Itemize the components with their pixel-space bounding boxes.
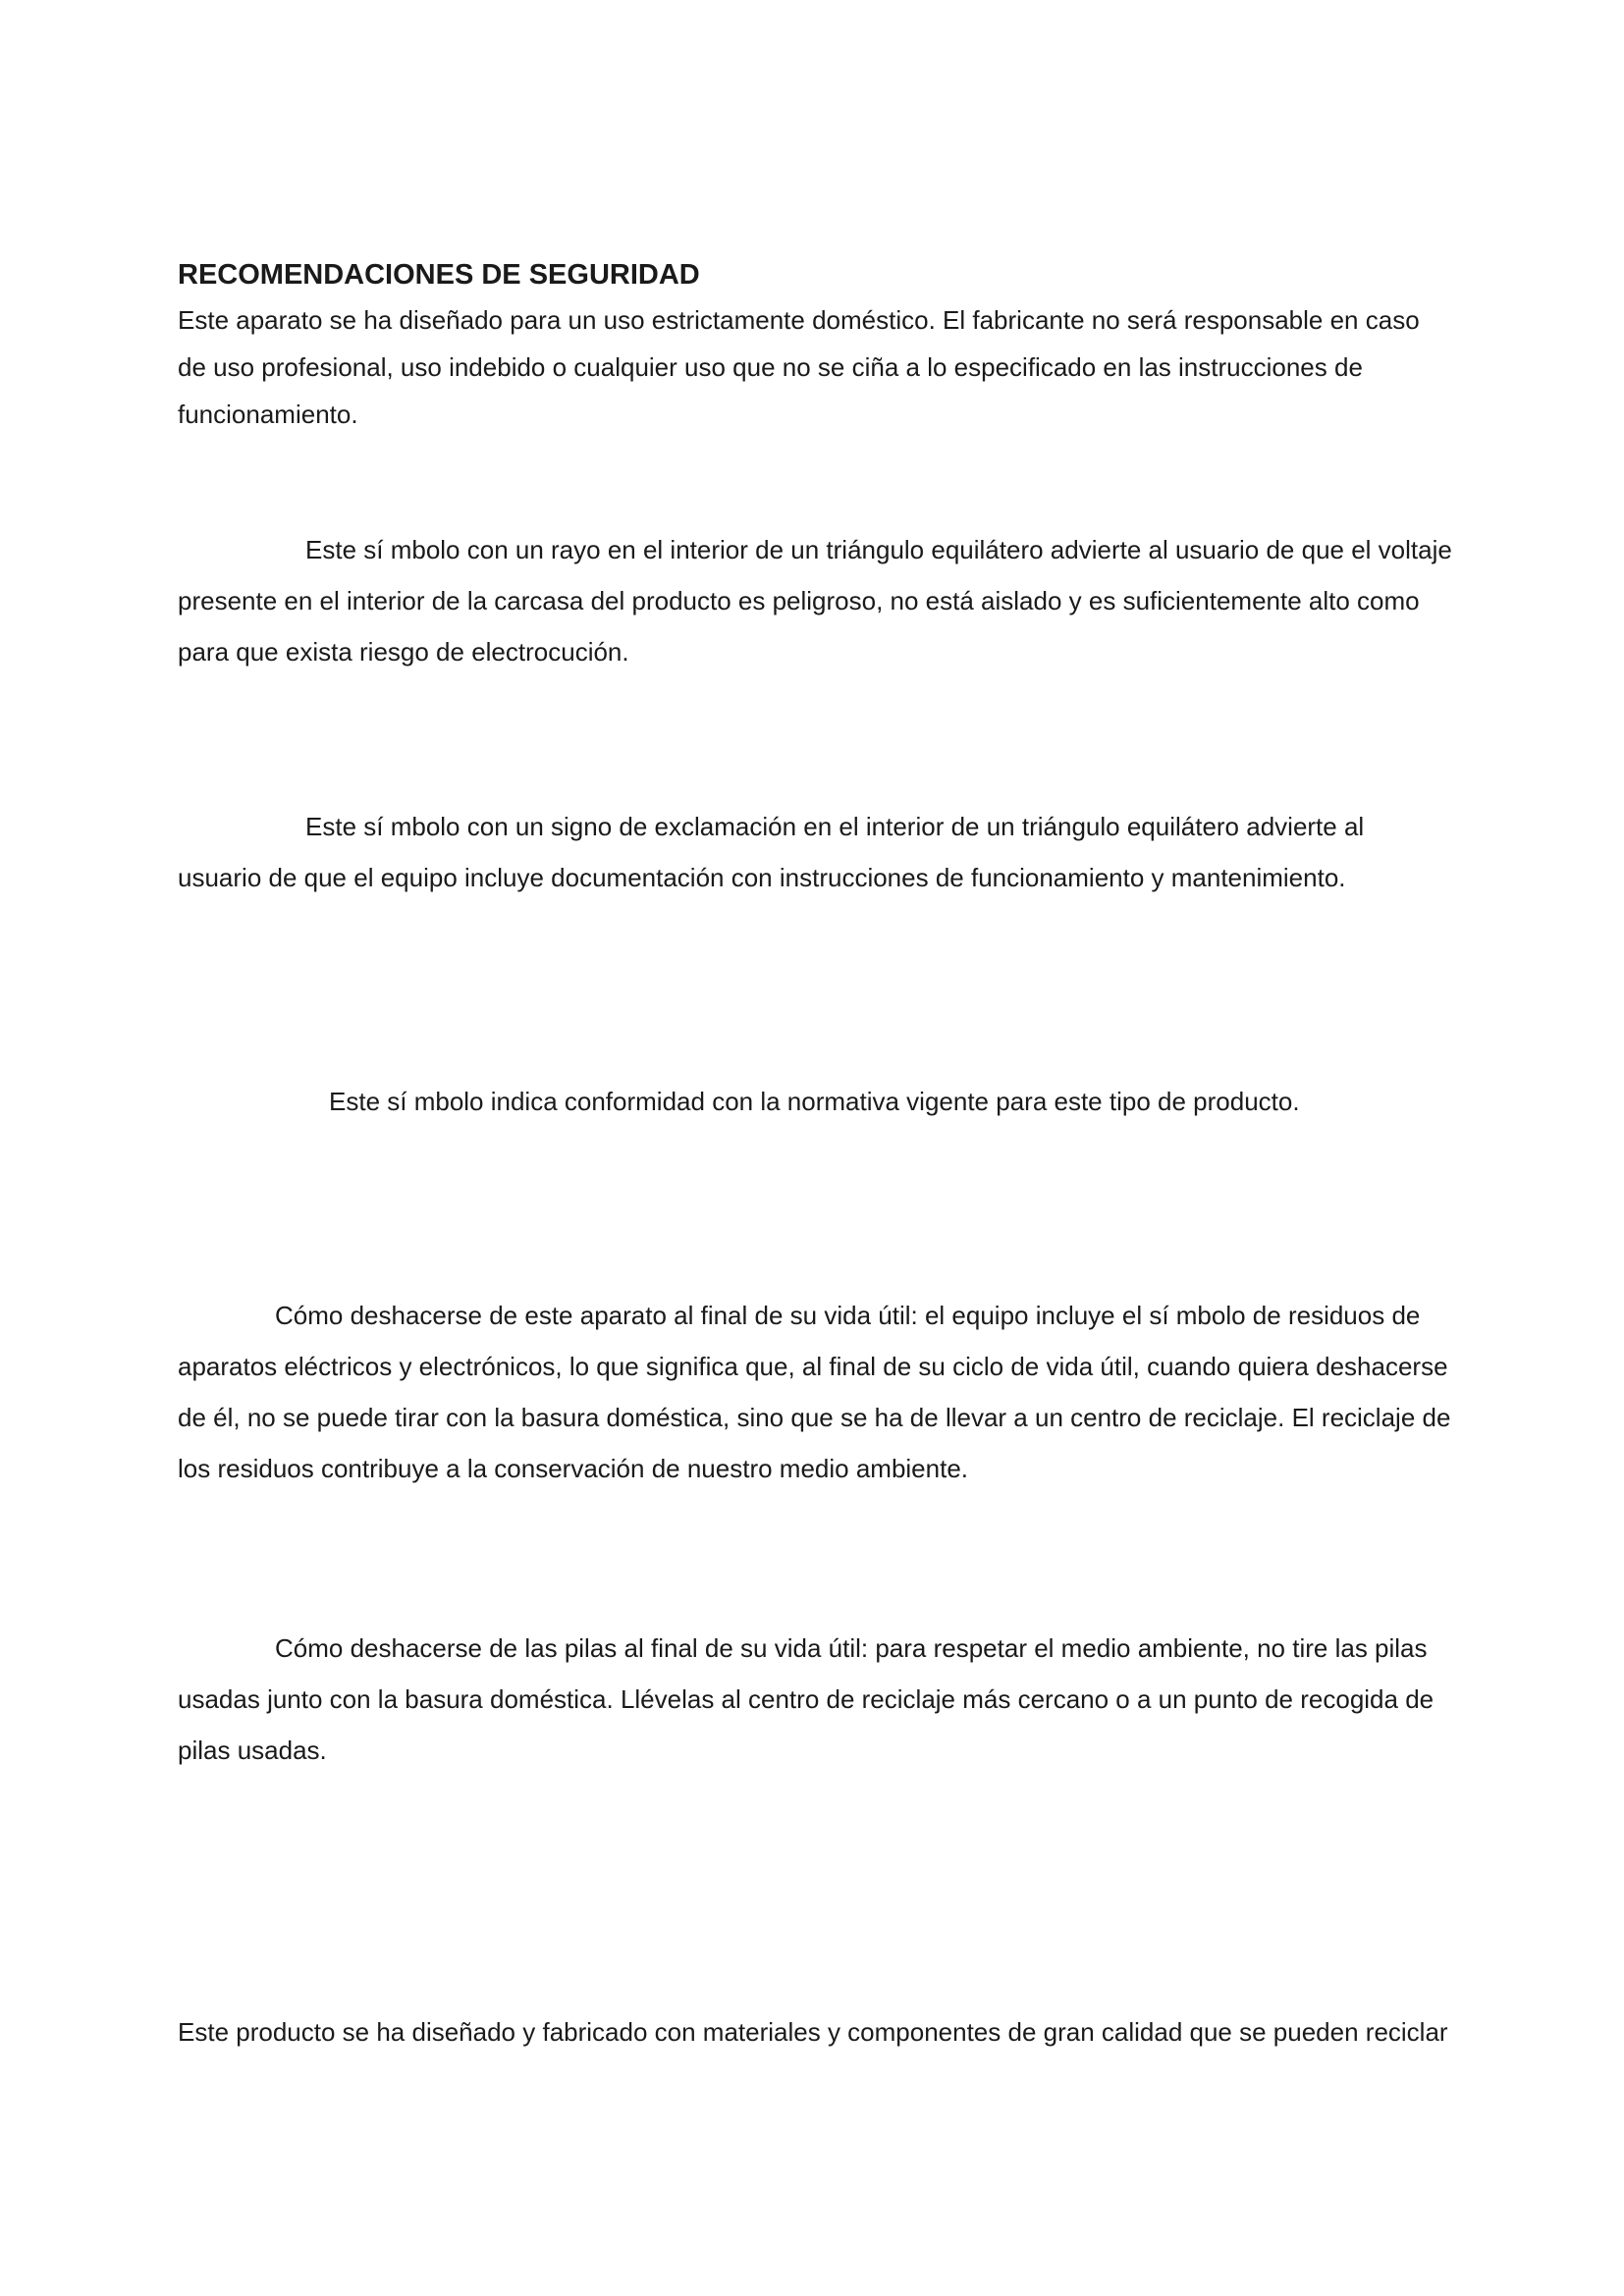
weee-disposal-paragraph: Cómo deshacerse de este aparato al final de su vida útil: el equipo incluye el sí mbolo de residuos de aparatos eléctricos y electrónicos, lo que significa que, al final de su ciclo de vida útil, cuando quiera deshacerse de él, no se puede tirar con la basura doméstica, sino que se ha de llevar a un centro de reciclaje. El reciclaje de los residuos contribuye a la conservación de nuestro medio ambiente. <box>178 1301 1451 1483</box>
battery-disposal-paragraph: Cómo deshacerse de las pilas al final de su vida útil: para respetar el medio ambiente, no tire las pilas usadas junto con la basura doméstica. Llévelas al centro de reciclaje más cercano o a un punto de recogida de pilas usadas. <box>178 1633 1435 1765</box>
recycling-paragraph: Este producto se ha diseñado y fabricado con materiales y componentes de gran calidad que se pueden reciclar <box>178 2017 1448 2047</box>
section-heading: RECOMENDACIONES DE SEGURIDAD <box>178 259 700 291</box>
exclamation-symbol-paragraph: Este sí mbolo con un signo de exclamación en el interior de un triángulo equilátero advierte al usuario de que el equipo incluye documentación con instrucciones de funcionamiento y mantenimiento. <box>178 812 1365 892</box>
conformity-symbol-paragraph: Este sí mbolo indica conformidad con la normativa vigente para este tipo de producto. <box>329 1087 1300 1116</box>
lightning-symbol-paragraph: Este sí mbolo con un rayo en el interior de un triángulo equilátero advierte al usuario de que el voltaje presente en el interior de la carcasa del producto es peligroso, no está aislado y es suficientemente alto como para que exista riesgo de electrocución. <box>178 535 1452 667</box>
intro-paragraph: Este aparato se ha diseñado para un uso estrictamente doméstico. El fabricante no será responsable en caso de uso profesional, uso indebido o cualquier uso que no se ciña a lo especificado en las instrucciones de funcionamiento. <box>178 305 1420 429</box>
